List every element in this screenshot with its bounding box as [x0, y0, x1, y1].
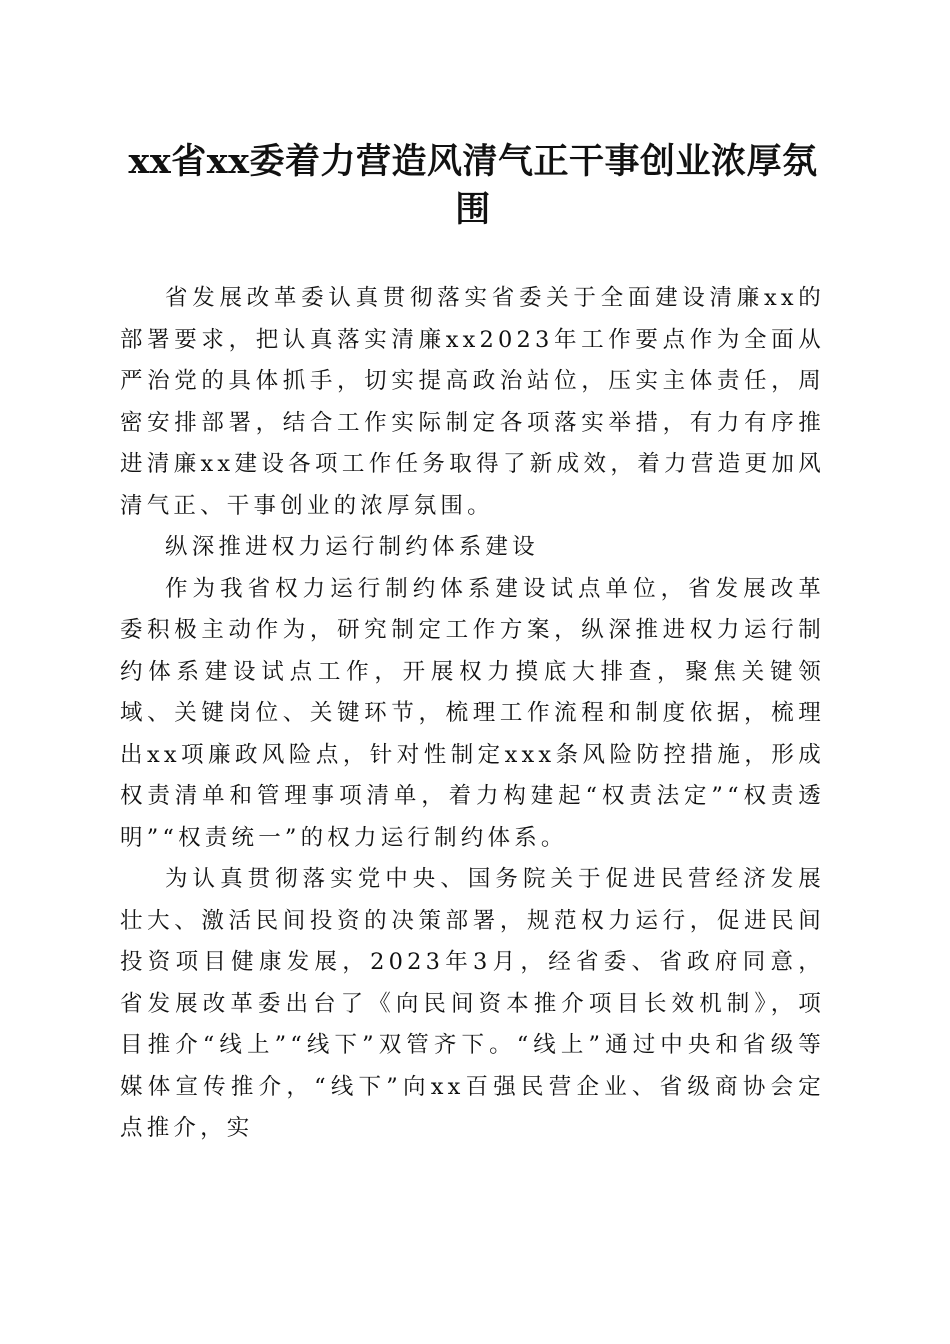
document-body	[120, 278, 825, 1150]
paragraph-intro: 省发展改革委认真贯彻落实省委关于全面建设清廉xx的部署要求，把认真落实清廉xx2023年工作要点作为全面从严治党的具体抓手，切实提高政治站位，压实主体责任，周密安排部署，结合工作实际制定各项落实举措，有力有序推进清廉xx建设各项工作任务取得了新成效，着力营造更加风清气正、干事创业的浓厚氛围。	[120, 285, 825, 519]
paragraph-private-investment: 为认真贯彻落实党中央、国务院关于促进民营经济发展壮大、激活民间投资的决策部署，规范权力运行，促进民间投资项目健康发展，2023年3月，经省委、省政府同意，省发展改革委出台了《向民间资本推介项目长效机制》，项目推介“线上”“线下”双管齐下。“线上”通过中央和省级等媒体宣传推介，“线下”向xx百强民营企业、省级商协会定点推介，实	[120, 866, 825, 1141]
paragraph-pilot: 作为我省权力运行制约体系建设试点单位，省发展改革委积极主动作为，研究制定工作方案，纵深推进权力运行制约体系建设试点工作，开展权力摸底大排查，聚焦关键领域、关键岗位、关键环节，梳理工作流程和制度依据，梳理出xx项廉政风险点，针对性制定xxx条风险防控措施，形成权责清单和管理事项清单，着力构建起“权责法定”“权责透明”“权责统一”的权力运行制约体系。	[120, 575, 825, 851]
document-title: xx省xx委着力营造风清气正干事创业浓厚氛围	[128, 141, 818, 230]
section-heading: 纵深推进权力运行制约体系建设	[165, 534, 539, 560]
